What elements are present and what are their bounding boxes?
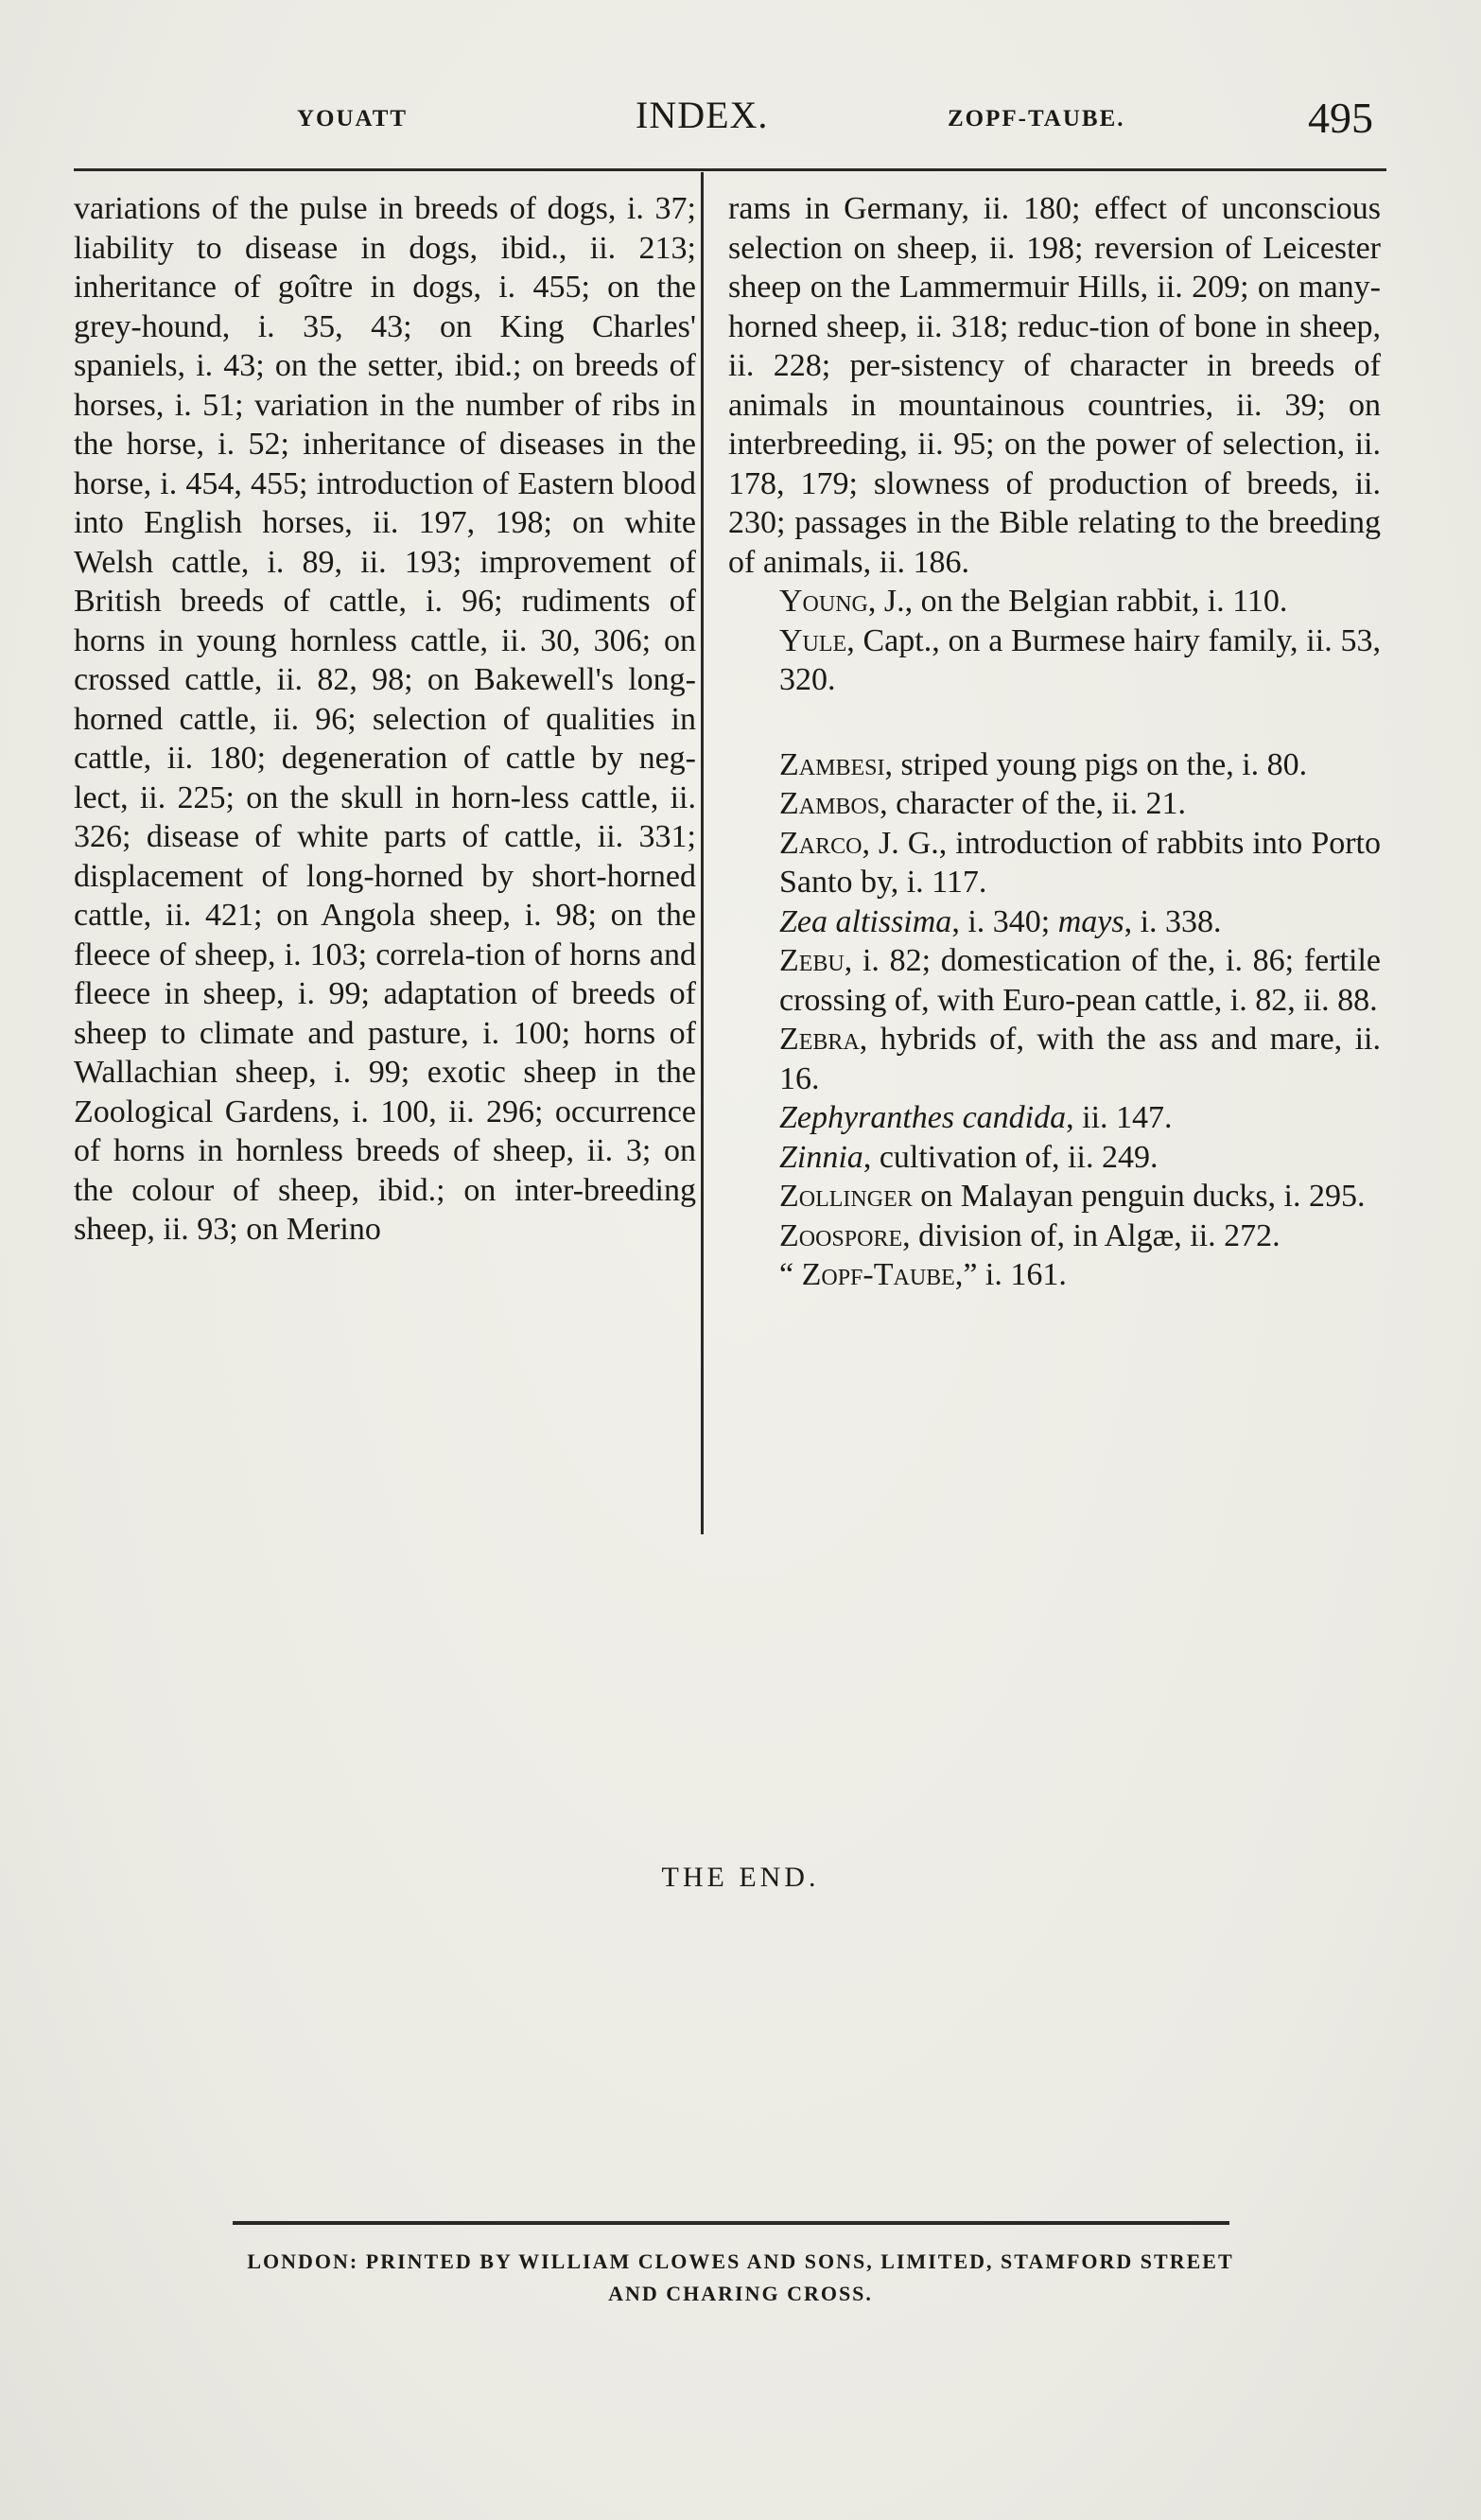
left-column-text: variations of the pulse in breeds of dogs, i. 37; liability to disease in dogs, ibid., ii. 213; inheritance of goître in dogs, i. 455; on the grey-hound, i. 35, 43; on King Charles' spaniels, i. 43; on the setter, ibid.; on breeds of horses, i. 51; variation in the number of ribs in the horse, i. 52; inheritance of diseases in the horse, i. 454, 455; introduction of Eastern blood into English horses, ii. 197, 198; on white Welsh cattle, i. 89, ii. 193; improvement of British breeds of cattle, i. 96; rudiments of horns in young hornless cattle, ii. 30, 306; on crossed cattle, ii. 82, 98; on Bakewell's long-horned cattle, ii. 96; selection of qualities in cattle, ii. 180; degeneration of cattle by neg-lect, ii. 225; on the skull in horn-less cattle, ii. 326; disease of white parts of cattle, ii. 331; displacement of long-horned by short-horned cattle, ii. 421; on Angola sheep, i. 98; on the fleece of sheep, i. 103; correla-tion of horns and fleece in sheep, i. 99; adaptation of breeds of sheep to climate and pasture, i. 100; horns of Wallachian sheep, i. 99; exotic sheep in the Zoological Gardens, i. 100, ii. 296; occurrence of horns in hornless breeds of sheep, ii. 3; on the colour of sheep, ibid.; on inter-breeding sheep, ii. 93; on Merino <box>74 191 696 1247</box>
footer-rule <box>233 2221 1229 2225</box>
index-entry: Zephyranthes candida, ii. 147. <box>779 1100 1173 1135</box>
index-entry: Zambesi, striped young pigs on the, i. 80. <box>779 746 1308 782</box>
index-entry: Zea altissima, i. 340; mays, i. 338. <box>779 903 1222 939</box>
index-entry: Zinnia, cultivation of, ii. 249. <box>779 1139 1159 1175</box>
right-column-continuation: rams in Germany, ii. 180; effect of unconscious selection on sheep, ii. 198; reversion of Leicester sheep on the Lammermuir Hills, ii. 209; on many-horned sheep, ii. 318; reduc-tion of bone in sheep, ii. 228; per-sistency of character in breeds of animals in mountainous countries, ii. 39; on interbreeding, ii. 95; on the power of selection, ii. 178, 179; slowness of production of breeds, ii. 230; passages in the Bible relating to the breeding of animals, ii. 186. <box>728 191 1381 580</box>
printer-imprint <box>161 2246 1320 2310</box>
header-right-catchword: ZOPF-TAUBE. <box>948 106 1125 131</box>
index-entry: “ Zopf-Taube,” i. 161. <box>779 1257 1067 1292</box>
the-end-text: THE END. <box>661 1862 820 1893</box>
letter-gap <box>728 700 1381 745</box>
index-entry: Zebra, hybrids of, with the ass and mare, ii. 16. <box>779 1022 1381 1096</box>
index-entry: Zambos, character of the, ii. 21. <box>779 786 1186 821</box>
index-entry: Young, J., on the Belgian rabbit, i. 110. <box>779 584 1288 619</box>
imprint-line-1: LONDON: PRINTED BY WILLIAM CLOWES AND SONS, LIMITED, STAMFORD STREET <box>247 2249 1234 2273</box>
column-divider <box>701 172 704 1534</box>
header-title: INDEX. <box>636 94 769 136</box>
imprint-line-2: AND CHARING CROSS. <box>608 2282 873 2305</box>
index-entry: Zebu, i. 82; domestication of the, i. 86; fertile crossing of, with Euro-pean cattle, i. 82, ii. 88. <box>779 943 1381 1018</box>
index-entry: Yule, Capt., on a Burmese hairy family, ii. 53, 320. <box>779 622 1381 697</box>
index-entry: Zollinger on Malayan penguin ducks, i. 295. <box>779 1179 1366 1214</box>
header-rule <box>74 168 1386 171</box>
index-entry: Zoospore, division of, in Algæ, ii. 272. <box>779 1217 1281 1253</box>
running-head <box>74 93 1394 159</box>
right-column <box>728 189 1381 1295</box>
page-number: 495 <box>1308 94 1373 142</box>
left-column <box>74 189 696 1250</box>
header-left-catchword: YOUATT <box>297 106 409 131</box>
index-entry: Zarco, J. G., introduction of rabbits into Porto Santo by, i. 117. <box>779 825 1381 900</box>
